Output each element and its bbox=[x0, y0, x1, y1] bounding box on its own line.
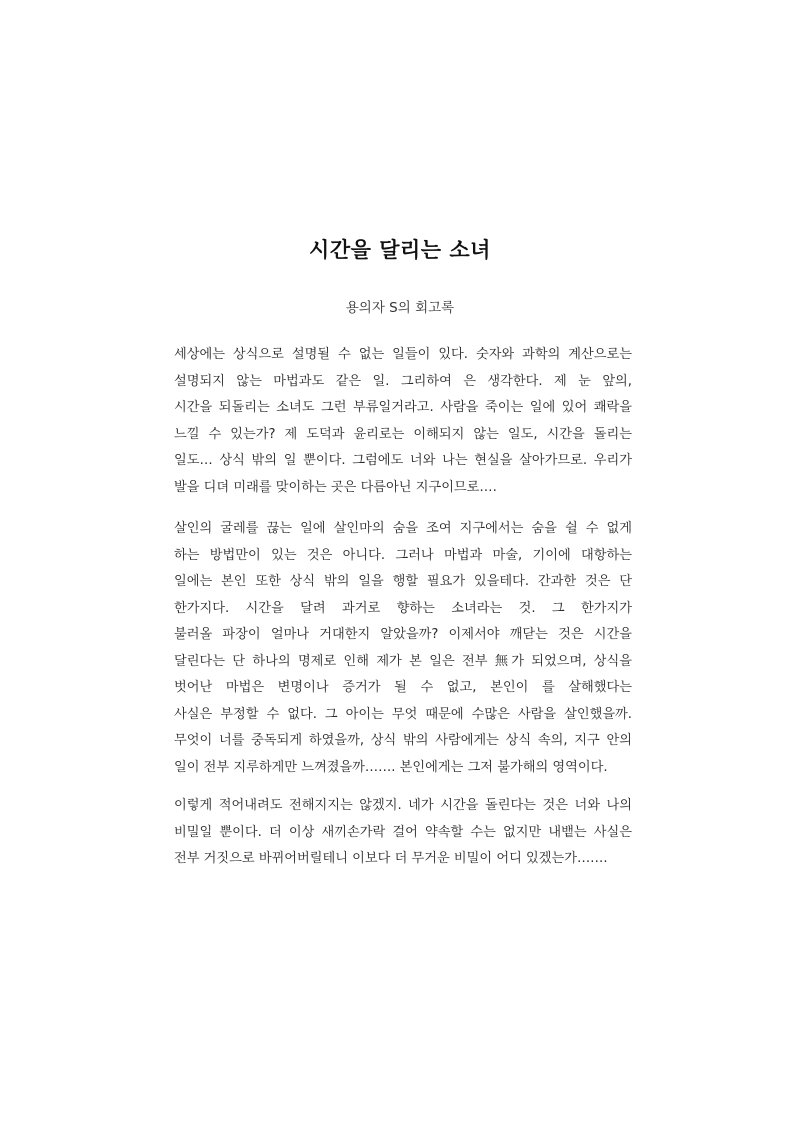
paragraph-line: 벗어난 마법은 변명이나 증거가 될 수 없고, 본인이 를 살해했다는 bbox=[174, 680, 632, 695]
paragraph-line: 일도… 상식 밖의 일 뿐이다. 그럼에도 너와 나는 현실을 살아가므로. 우리가 bbox=[174, 453, 632, 468]
paragraph-2 bbox=[174, 516, 632, 781]
paragraph-line: 설명되지 않는 마법과도 같은 일. 그리하여 은 생각한다. 제 눈 앞의, bbox=[174, 373, 632, 389]
paragraph-line: 달린다는 단 하나의 명제로 인해 제가 본 일은 전부 無가 되었으며, 상식을 bbox=[174, 653, 632, 669]
paragraph-line: 전부 거짓으로 바뀌어버릴테니 이보다 더 무거운 비밀이 어디 있겠는가……. bbox=[174, 851, 608, 866]
document-subtitle: 용의자 S의 회고록 bbox=[345, 300, 455, 316]
paragraph-line: 일이 전부 지루하게만 느껴졌을까……. 본인에게는 그저 불가해의 영역이다. bbox=[174, 759, 608, 775]
paragraph-line: 느낄 수 있는가? 제 도덕과 윤리로는 이해되지 않는 일도, 시간을 돌리는 bbox=[174, 426, 632, 442]
paragraph-line: 무엇이 너를 중독되게 하였을까, 상식 밖의 사람에게는 상식 속의, 지구 안의 bbox=[174, 733, 632, 748]
paragraph-line: 시간을 되돌리는 소녀도 그런 부류일거라고. 사람을 죽이는 일에 있어 쾌락을 bbox=[174, 400, 632, 415]
paragraph-1 bbox=[174, 342, 632, 501]
paragraph-3 bbox=[174, 793, 632, 873]
paragraph-line: 이렇게 적어내려도 전해지지는 않겠지. 네가 시간을 돌린다는 것은 너와 나의 bbox=[174, 798, 632, 813]
paragraph-line: 발을 디뎌 미래를 맞이하는 곳은 다름아닌 지구이므로…. bbox=[174, 479, 497, 495]
paragraph-line: 일에는 본인 또한 상식 밖의 일을 행할 필요가 있을테다. 간과한 것은 단 bbox=[174, 574, 632, 589]
document-title: 시간을 달리는 소녀 bbox=[309, 238, 491, 262]
paragraph-line: 불러올 파장이 얼마나 거대한지 알았을까? 이제서야 깨닫는 것은 시간을 bbox=[174, 627, 632, 642]
paragraph-line: 하는 방법만이 있는 것은 아니다. 그러나 마법과 마술, 기이에 대항하는 bbox=[174, 547, 632, 563]
paragraph-line: 한가지다. 시간을 달려 과거로 향하는 소녀라는 것. 그 한가지가 bbox=[174, 600, 632, 616]
paragraph-line: 세상에는 상식으로 설명될 수 없는 일들이 있다. 숫자와 과학의 계산으로는 bbox=[174, 347, 632, 362]
paragraph-line: 사실은 부정할 수 없다. 그 아이는 무엇 때문에 수많은 사람을 살인했을까. bbox=[174, 706, 632, 722]
paragraph-line: 비밀일 뿐이다. 더 이상 새끼손가락 걸어 약속할 수는 없지만 내뱉는 사실은 bbox=[174, 824, 632, 840]
paragraph-line: 살인의 굴레를 끊는 일에 살인마의 숨을 조여 지구에서는 숨을 쉴 수 없게 bbox=[174, 521, 632, 536]
